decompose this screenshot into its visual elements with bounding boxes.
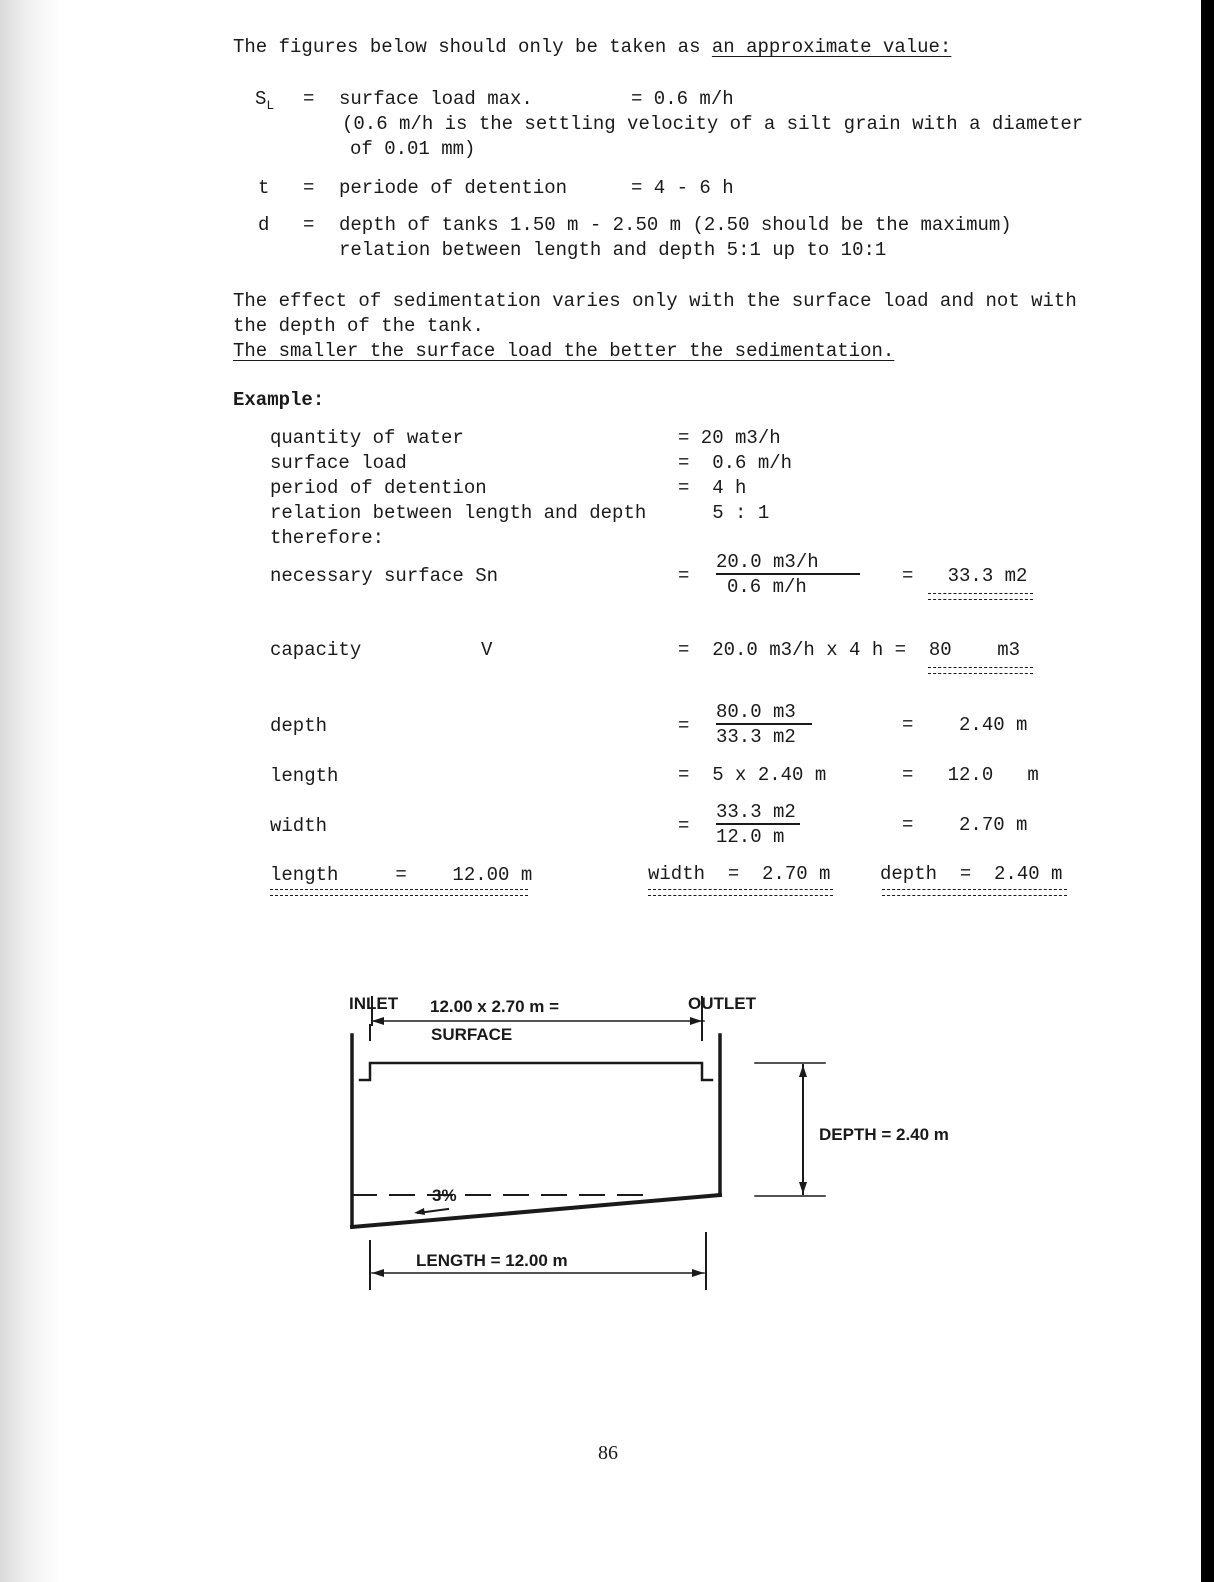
slope-label: 3% [432, 1186, 457, 1205]
example-title: Example: [233, 389, 325, 411]
t-eq: = [303, 177, 315, 199]
length-expression: = 5 x 2.40 m [678, 764, 827, 786]
d-symbol: d [258, 214, 270, 236]
summary-length: length = 12.00 m [270, 864, 533, 886]
t-symbol: t [258, 177, 270, 199]
depth-eq: = [678, 715, 690, 737]
effect-line-2: the depth of the tank. [233, 315, 484, 337]
scan-edge-right [1201, 0, 1214, 1582]
width-label: width [270, 815, 328, 837]
scan-edge-left [0, 0, 60, 1582]
width-numerator: 33.3 m2 [716, 801, 796, 823]
intro-underlined: an approximate value: [711, 36, 952, 58]
page-number: 86 [598, 1442, 618, 1464]
surface-word-label: SURFACE [431, 1025, 513, 1044]
intro-line [233, 36, 951, 58]
width-denominator: 12.0 m [716, 826, 785, 848]
surface-numerator: 20.0 m3/h [716, 551, 819, 573]
inlet-label: INLET [349, 994, 399, 1013]
d-note: relation between length and depth 5:1 up to 10:1 [339, 239, 887, 261]
effect-line-1: The effect of sedimentation varies only with the surface load and not with [233, 290, 1077, 312]
surface-label: necessary surface Sn [270, 565, 499, 587]
sl-symbol: $S_L$ [255, 88, 275, 113]
sl-eq: = [303, 88, 315, 110]
length-result: = 12.0 m [902, 764, 1039, 786]
sl-value: = 0.6 m/h [631, 88, 734, 110]
example-row-value: = 4 h [678, 477, 747, 499]
summary-length-underline [270, 889, 528, 896]
example-row-label: surface load [270, 452, 407, 474]
effect-line-3: The smaller the surface load the better the sedimentation. [233, 340, 895, 362]
example-row-value: = 0.6 m/h [678, 452, 793, 474]
summary-depth-underline [882, 889, 1067, 896]
tank-inner-top [360, 1063, 712, 1080]
width-result: = 2.70 m [902, 814, 1028, 836]
summary-depth: depth = 2.40 m [880, 863, 1063, 885]
length-label: length [270, 765, 339, 787]
example-row-value: = 20 m3/h [678, 427, 781, 449]
depth-label: depth [270, 715, 328, 737]
surface-result: = 33.3 m2 [902, 565, 1028, 587]
capacity-double-underline [928, 667, 1033, 674]
t-text: periode of detention [339, 177, 568, 199]
capacity-label: capacity [270, 639, 362, 661]
length-diagram-label: LENGTH = 12.00 m [416, 1251, 568, 1270]
example-row-label: relation between length and depth [270, 502, 647, 524]
depth-fraction-line [716, 723, 812, 725]
tank-bottom [352, 1195, 720, 1227]
sl-note-1: (0.6 m/h is the settling velocity of a silt grain with a diameter [342, 113, 1084, 135]
width-fraction-line [716, 823, 800, 825]
width-eq: = [678, 815, 690, 837]
depth-result: = 2.40 m [902, 714, 1028, 736]
surface-fraction-line [716, 573, 860, 575]
capacity-symbol: V [481, 639, 493, 661]
d-eq: = [303, 214, 315, 236]
example-row-label: quantity of water [270, 427, 464, 449]
example-row-label: period of detention [270, 477, 487, 499]
summary-width: width = 2.70 m [648, 863, 831, 885]
tank-diagram [330, 985, 1010, 1305]
depth-numerator: 80.0 m3 [716, 701, 796, 723]
surface-dimension-label: 12.00 x 2.70 m = [430, 997, 560, 1016]
summary-width-underline [648, 889, 833, 896]
surface-denominator: 0.6 m/h [727, 576, 807, 598]
surface-double-underline [928, 593, 1033, 600]
therefore-label: therefore: [270, 527, 385, 549]
sl-text: surface load max. [339, 88, 533, 110]
t-value: = 4 - 6 h [631, 177, 734, 199]
capacity-expression: = 20.0 m3/h x 4 h = 80 m3 [678, 639, 1021, 661]
depth-diagram-label: DEPTH = 2.40 m [819, 1125, 949, 1144]
d-text: depth of tanks 1.50 m - 2.50 m (2.50 should be the maximum) [339, 214, 1012, 236]
outlet-label: OUTLET [688, 994, 756, 1013]
example-row-value: 5 : 1 [678, 502, 770, 524]
depth-denominator: 33.3 m2 [716, 726, 796, 748]
sl-note-2: of 0.01 mm) [350, 138, 476, 160]
surface-eq: = [678, 565, 690, 587]
intro-lead: The figures below should only be taken as [233, 36, 712, 58]
